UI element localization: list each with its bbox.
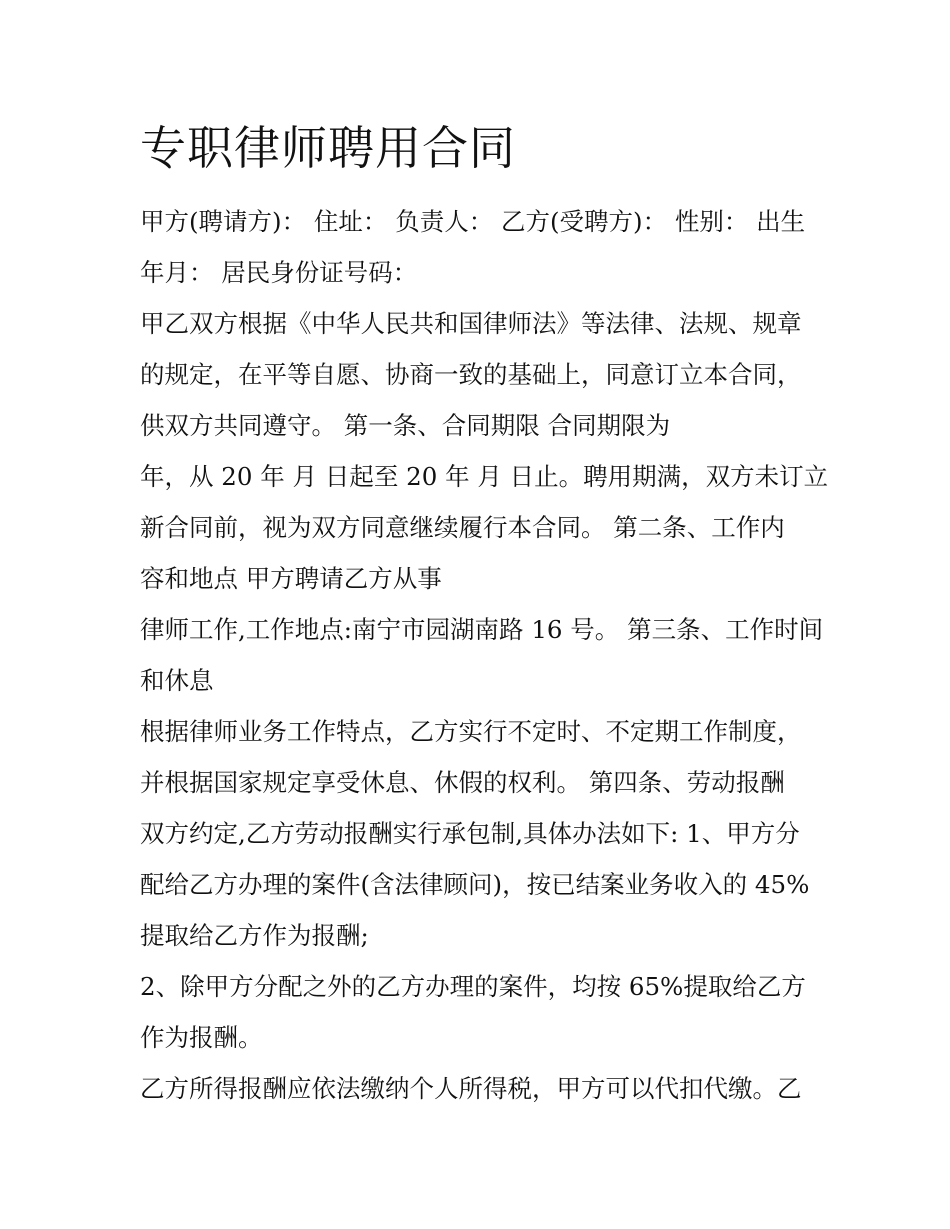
text-line: 根据律师业务工作特点，乙方实行不定时、不定期工作制度， xyxy=(140,717,802,746)
document-title: 专职律师聘用合同 xyxy=(140,121,516,175)
text-line: 和休息 xyxy=(140,666,214,695)
text-line: 新合同前，视为双方同意继续履行本合同。 第二条、工作内 xyxy=(140,513,785,542)
text-line: 并根据国家规定享受休息、休假的权利。 第四条、劳动报酬 xyxy=(140,768,785,797)
text-line: 提取给乙方作为报酬; xyxy=(140,921,369,950)
text-line: 律师工作,工作地点:南宁市园湖南路 16 号。 第三条、工作时间 xyxy=(140,615,824,644)
text-line: 的规定，在平等自愿、协商一致的基础上，同意订立本合同， xyxy=(140,360,802,389)
text-line: 双方约定,乙方劳动报酬实行承包制,具体办法如下: 1、甲方分 xyxy=(140,819,800,848)
text-line: 乙方所得报酬应依法缴纳个人所得税，甲方可以代扣代缴。乙 xyxy=(140,1074,802,1103)
text-line: 甲乙双方根据《中华人民共和国律师法》等法律、法规、规章 xyxy=(140,309,802,338)
text-line: 容和地点 甲方聘请乙方从事 xyxy=(140,564,442,593)
text-line: 年月： 居民身份证号码： xyxy=(140,258,418,287)
text-line: 作为报酬。 xyxy=(140,1023,263,1052)
text-line: 2、除甲方分配之外的乙方办理的案件，均按 65%提取给乙方 xyxy=(140,972,806,1001)
text-line: 供双方共同遵守。 第一条、合同期限 合同期限为 xyxy=(140,411,671,440)
text-line: 配给乙方办理的案件(含法律顾问)，按已结案业务收入的 45% xyxy=(140,870,810,899)
text-line: 年，从 20 年 月 日起至 20 年 月 日止。聘用期满，双方未订立 xyxy=(140,462,829,491)
text-line: 甲方(聘请方)： 住址： 负责人： 乙方(受聘方)： 性别： 出生 xyxy=(140,207,806,236)
